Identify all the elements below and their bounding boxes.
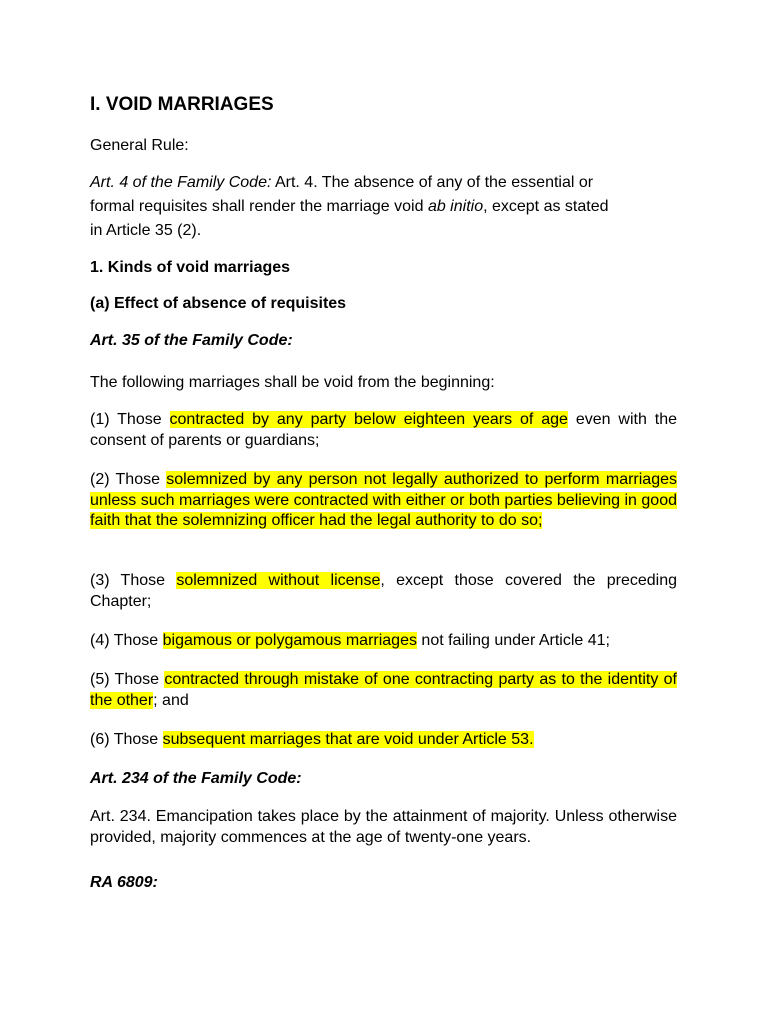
art234-text: Art. 234. Emancipation takes place by the attainment of majority. Unless otherwise provided, majority commences at the age of twenty-one years. bbox=[90, 808, 677, 846]
list-item bbox=[90, 631, 677, 652]
list-item-highlight: bigamous or polygamous marriages bbox=[162, 632, 417, 649]
art4-line-2 bbox=[90, 196, 609, 217]
art4-line-3: in Article 35 (2). bbox=[90, 222, 202, 239]
list-item-suffix: even with the consent of parents or guardians; bbox=[90, 411, 678, 449]
list-item-highlight: contracted through mistake of one contracting party as to the identity of the other bbox=[90, 671, 677, 709]
art4-text-2-end: , except as stated bbox=[483, 198, 609, 215]
list-item-highlight: subsequent marriages that are void under Article 53. bbox=[162, 731, 534, 748]
list-item-prefix: (1) Those bbox=[90, 411, 170, 428]
list-item-prefix: (3) Those bbox=[90, 572, 177, 589]
list-item bbox=[90, 670, 677, 711]
ra-reference: RA 6809: bbox=[90, 874, 158, 891]
list-item-prefix: (4) Those bbox=[90, 632, 163, 649]
list-item bbox=[90, 571, 677, 612]
art4-line-1 bbox=[90, 172, 593, 193]
art234-reference: Art. 234 of the Family Code: bbox=[90, 770, 302, 787]
subheading-a: (a) Effect of absence of requisites bbox=[90, 295, 347, 312]
list-item-prefix: (5) Those bbox=[90, 671, 165, 688]
art35-reference: Art. 35 of the Family Code: bbox=[90, 332, 293, 349]
list-item-prefix: (2) Those bbox=[90, 471, 167, 488]
list-item bbox=[90, 470, 677, 532]
list-item bbox=[90, 730, 677, 751]
list-item-suffix: , except those covered the preceding Chapter; bbox=[90, 572, 678, 610]
general-rule-label: General Rule: bbox=[90, 137, 189, 154]
art4-text-2: formal requisites shall render the marriage void bbox=[90, 198, 428, 215]
section-heading: I. VOID MARRIAGES bbox=[90, 94, 274, 115]
list-item-suffix: ; and bbox=[153, 691, 189, 709]
art35-intro: The following marriages shall be void from the beginning: bbox=[90, 374, 495, 391]
list-item-highlight: contracted by any party below eighteen years of age bbox=[169, 411, 568, 428]
list-item bbox=[90, 410, 677, 451]
list-item-highlight: solemnized without license bbox=[176, 572, 381, 589]
kinds-heading: 1. Kinds of void marriages bbox=[90, 259, 291, 276]
art4-reference: Art. 4 of the Family Code: bbox=[90, 174, 272, 191]
art4-text-1: Art. 4. The absence of any of the essential or bbox=[271, 174, 594, 191]
list-item-prefix: (6) Those bbox=[90, 731, 163, 748]
list-item-highlight: solemnized by any person not legally authorized to perform marriages unless such marriages were contracted with either or both parties believing in good faith that the solemnizing officer had the legal authority to do so; bbox=[90, 471, 678, 529]
art4-ab-initio: ab initio bbox=[427, 198, 484, 215]
list-item-suffix: not failing under Article 41; bbox=[416, 632, 610, 649]
